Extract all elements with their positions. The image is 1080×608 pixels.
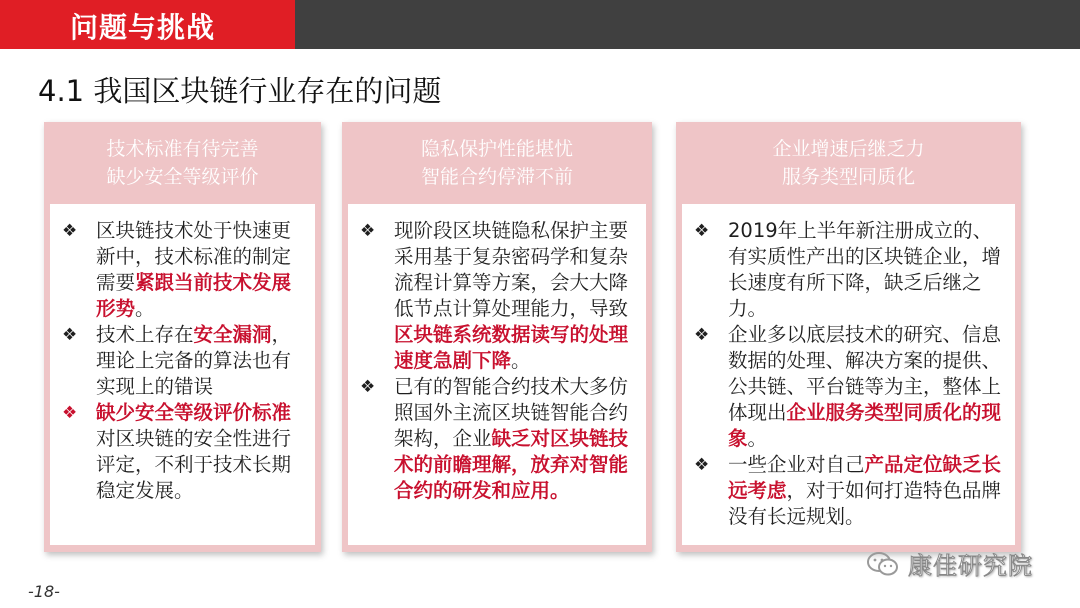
bullet-text (728, 322, 1005, 452)
bullet-text (96, 322, 305, 400)
bullet-text (394, 374, 636, 504)
watermark-text: 康佳研究院 (908, 552, 1033, 580)
highlighted-text: 紧跟当前技术发展形势 (96, 271, 292, 320)
bullet-text (728, 452, 1005, 530)
highlighted-text: 企业服务类型同质化的现象 (728, 401, 1002, 450)
body-text: 现阶段区块链隐私保护主要采用基于复杂密码学和复杂流程计算等方案，会大大降低节点计算处理能力，导致 (394, 219, 629, 320)
body-text: ，理论上完备的算法也有实现上的错误 (96, 323, 292, 398)
bullet-text (394, 218, 636, 374)
body-text: 对区块链的安全性进行评定，不利于技术长期稳定发展。 (96, 427, 292, 502)
card-header-line: 智能合约停滞不前 (420, 166, 573, 188)
bullet-item (62, 322, 305, 400)
body-text: 企业多以底层技术的研究、信息数据的处理、解决方案的提供、公共链、平台链等为主，整体上体现出 (728, 323, 1002, 424)
card-header-line: 缺少安全等级评价 (106, 166, 259, 188)
section-title: 4.1 我国区块链行业存在的问题 (38, 74, 442, 108)
highlighted-text: 区块链系统数据读写的处理速度急剧下降 (394, 323, 629, 372)
body-text: 区块链技术处于快速更新中，技术标准的制定需要 (96, 219, 292, 294)
bullet-text (96, 218, 305, 322)
body-text: 一些企业对自己 (728, 453, 865, 476)
bullet-diamond-icon: ❖ (694, 221, 710, 241)
bullet-diamond-icon: ❖ (62, 221, 78, 241)
bullet-text (728, 218, 1005, 322)
bullet-diamond-icon: ❖ (62, 325, 78, 345)
body-text: 。 (135, 297, 155, 320)
card-privacy (342, 122, 652, 552)
bullet-item (694, 452, 1005, 530)
card-header-line: 隐私保护性能堪忧 (420, 138, 573, 160)
body-text: 。 (511, 349, 531, 372)
card-tech-standards (44, 122, 321, 552)
bullet-item (360, 374, 636, 504)
body-text: 已有的智能合约技术大多仿照国外主流区块链智能合约架构，企业 (394, 375, 629, 450)
bullet-item (62, 218, 305, 322)
card-header-line: 技术标准有待完善 (106, 138, 259, 160)
card-header (342, 122, 652, 204)
header-title: 问题与挑战 (70, 11, 216, 44)
bullet-diamond-icon: ❖ (694, 325, 710, 345)
bullet-diamond-icon: ❖ (360, 377, 376, 397)
card-body (348, 204, 646, 545)
bullet-text (96, 400, 305, 504)
body-text: 。 (747, 427, 768, 450)
bullet-item (62, 400, 305, 504)
bullet-item (694, 322, 1005, 452)
body-text: 2019年上半年新注册成立的、有实质性产出的区块链企业，增长速度有所下降，缺乏后继之力。 (728, 219, 1002, 320)
bullet-diamond-icon: ❖ (694, 455, 710, 475)
highlighted-text: 缺乏对区块链技术的前瞻理解，放弃对智能合约的研发和应用。 (394, 427, 629, 502)
bullet-diamond-icon: ❖ (360, 221, 376, 241)
top-bar (0, 0, 1080, 49)
page-number: -18- (28, 582, 60, 601)
card-header-line: 企业增速后继乏力 (772, 138, 925, 160)
watermark (866, 546, 1033, 581)
card-body (50, 204, 315, 545)
card-header-line: 服务类型同质化 (781, 166, 915, 188)
card-header (676, 122, 1021, 204)
bullet-item (360, 218, 636, 374)
highlighted-text: 安全漏洞 (193, 323, 272, 346)
card-enterprise-growth (676, 122, 1021, 552)
highlighted-text: 产品定位缺乏长远考虑 (728, 453, 1002, 502)
highlighted-text: 缺少安全等级评价标准 (96, 401, 292, 424)
card-header (44, 122, 321, 204)
body-text: ，对于如何打造特色品牌没有长远规划。 (728, 479, 1002, 528)
bullet-item (694, 218, 1005, 322)
body-text: 技术上存在 (96, 323, 194, 346)
wechat-icon (866, 551, 900, 577)
card-body (682, 204, 1015, 545)
bullet-diamond-icon: ❖ (62, 403, 78, 423)
